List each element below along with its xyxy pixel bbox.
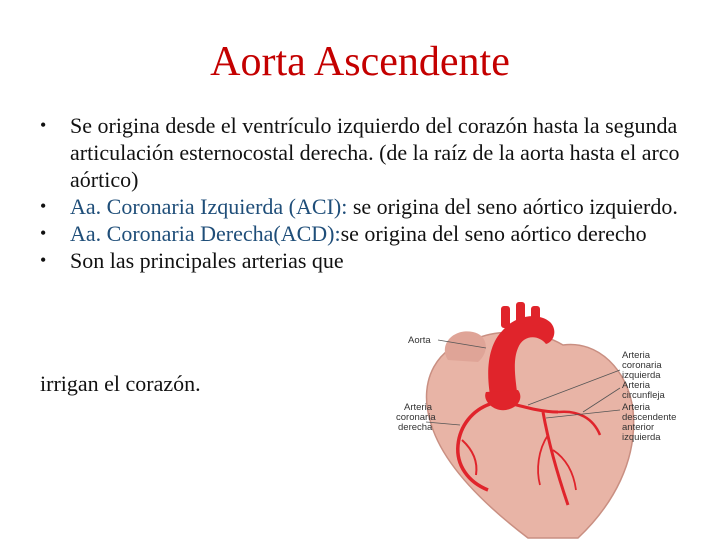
bullet-item: [40, 193, 680, 220]
slide-title: Aorta Ascendente: [210, 39, 510, 85]
bullet-term: Aa. Coronaria Derecha(ACD):: [70, 221, 341, 246]
label-rca: Arteria coronaria derecha: [396, 402, 436, 433]
bullet-marker: •: [40, 115, 47, 135]
aorta-branch: [531, 306, 540, 326]
label-circumflex: Arteria circunfleja: [622, 380, 665, 401]
bullet-item: [40, 112, 680, 193]
bullet-text: Se origina desde el ventrículo izquierdo del corazón hasta la segunda articulación esternocostal derecha. (de la raíz de la aorta hasta el arco aórtico): [70, 113, 680, 192]
heart-diagram: [378, 300, 708, 540]
bullet-item: [40, 247, 680, 274]
bullet-term: Aa. Coronaria Izquierda (ACI):: [70, 194, 348, 219]
bullet-text: se origina del seno aórtico izquierdo.: [347, 194, 678, 219]
bullet-list: [40, 112, 680, 274]
bullet-text: se origina del seno aórtico derecho: [340, 221, 647, 246]
bullet-marker: •: [40, 223, 47, 243]
bullet-marker: •: [40, 250, 47, 270]
bullet-item: [40, 220, 680, 247]
bullet-text: Son las principales arterias que: [70, 248, 344, 273]
label-aorta: Aorta: [408, 335, 431, 346]
label-lca: Arteria coronaria izquierda: [622, 350, 662, 381]
label-lad: Arteria descendente anterior izquierda: [622, 402, 677, 443]
bullet-continuation: irrigan el corazón.: [40, 371, 201, 396]
aorta-branch: [516, 302, 525, 324]
heart-shape: [427, 332, 634, 538]
aorta-branch: [501, 306, 510, 328]
bullet-marker: •: [40, 196, 47, 216]
